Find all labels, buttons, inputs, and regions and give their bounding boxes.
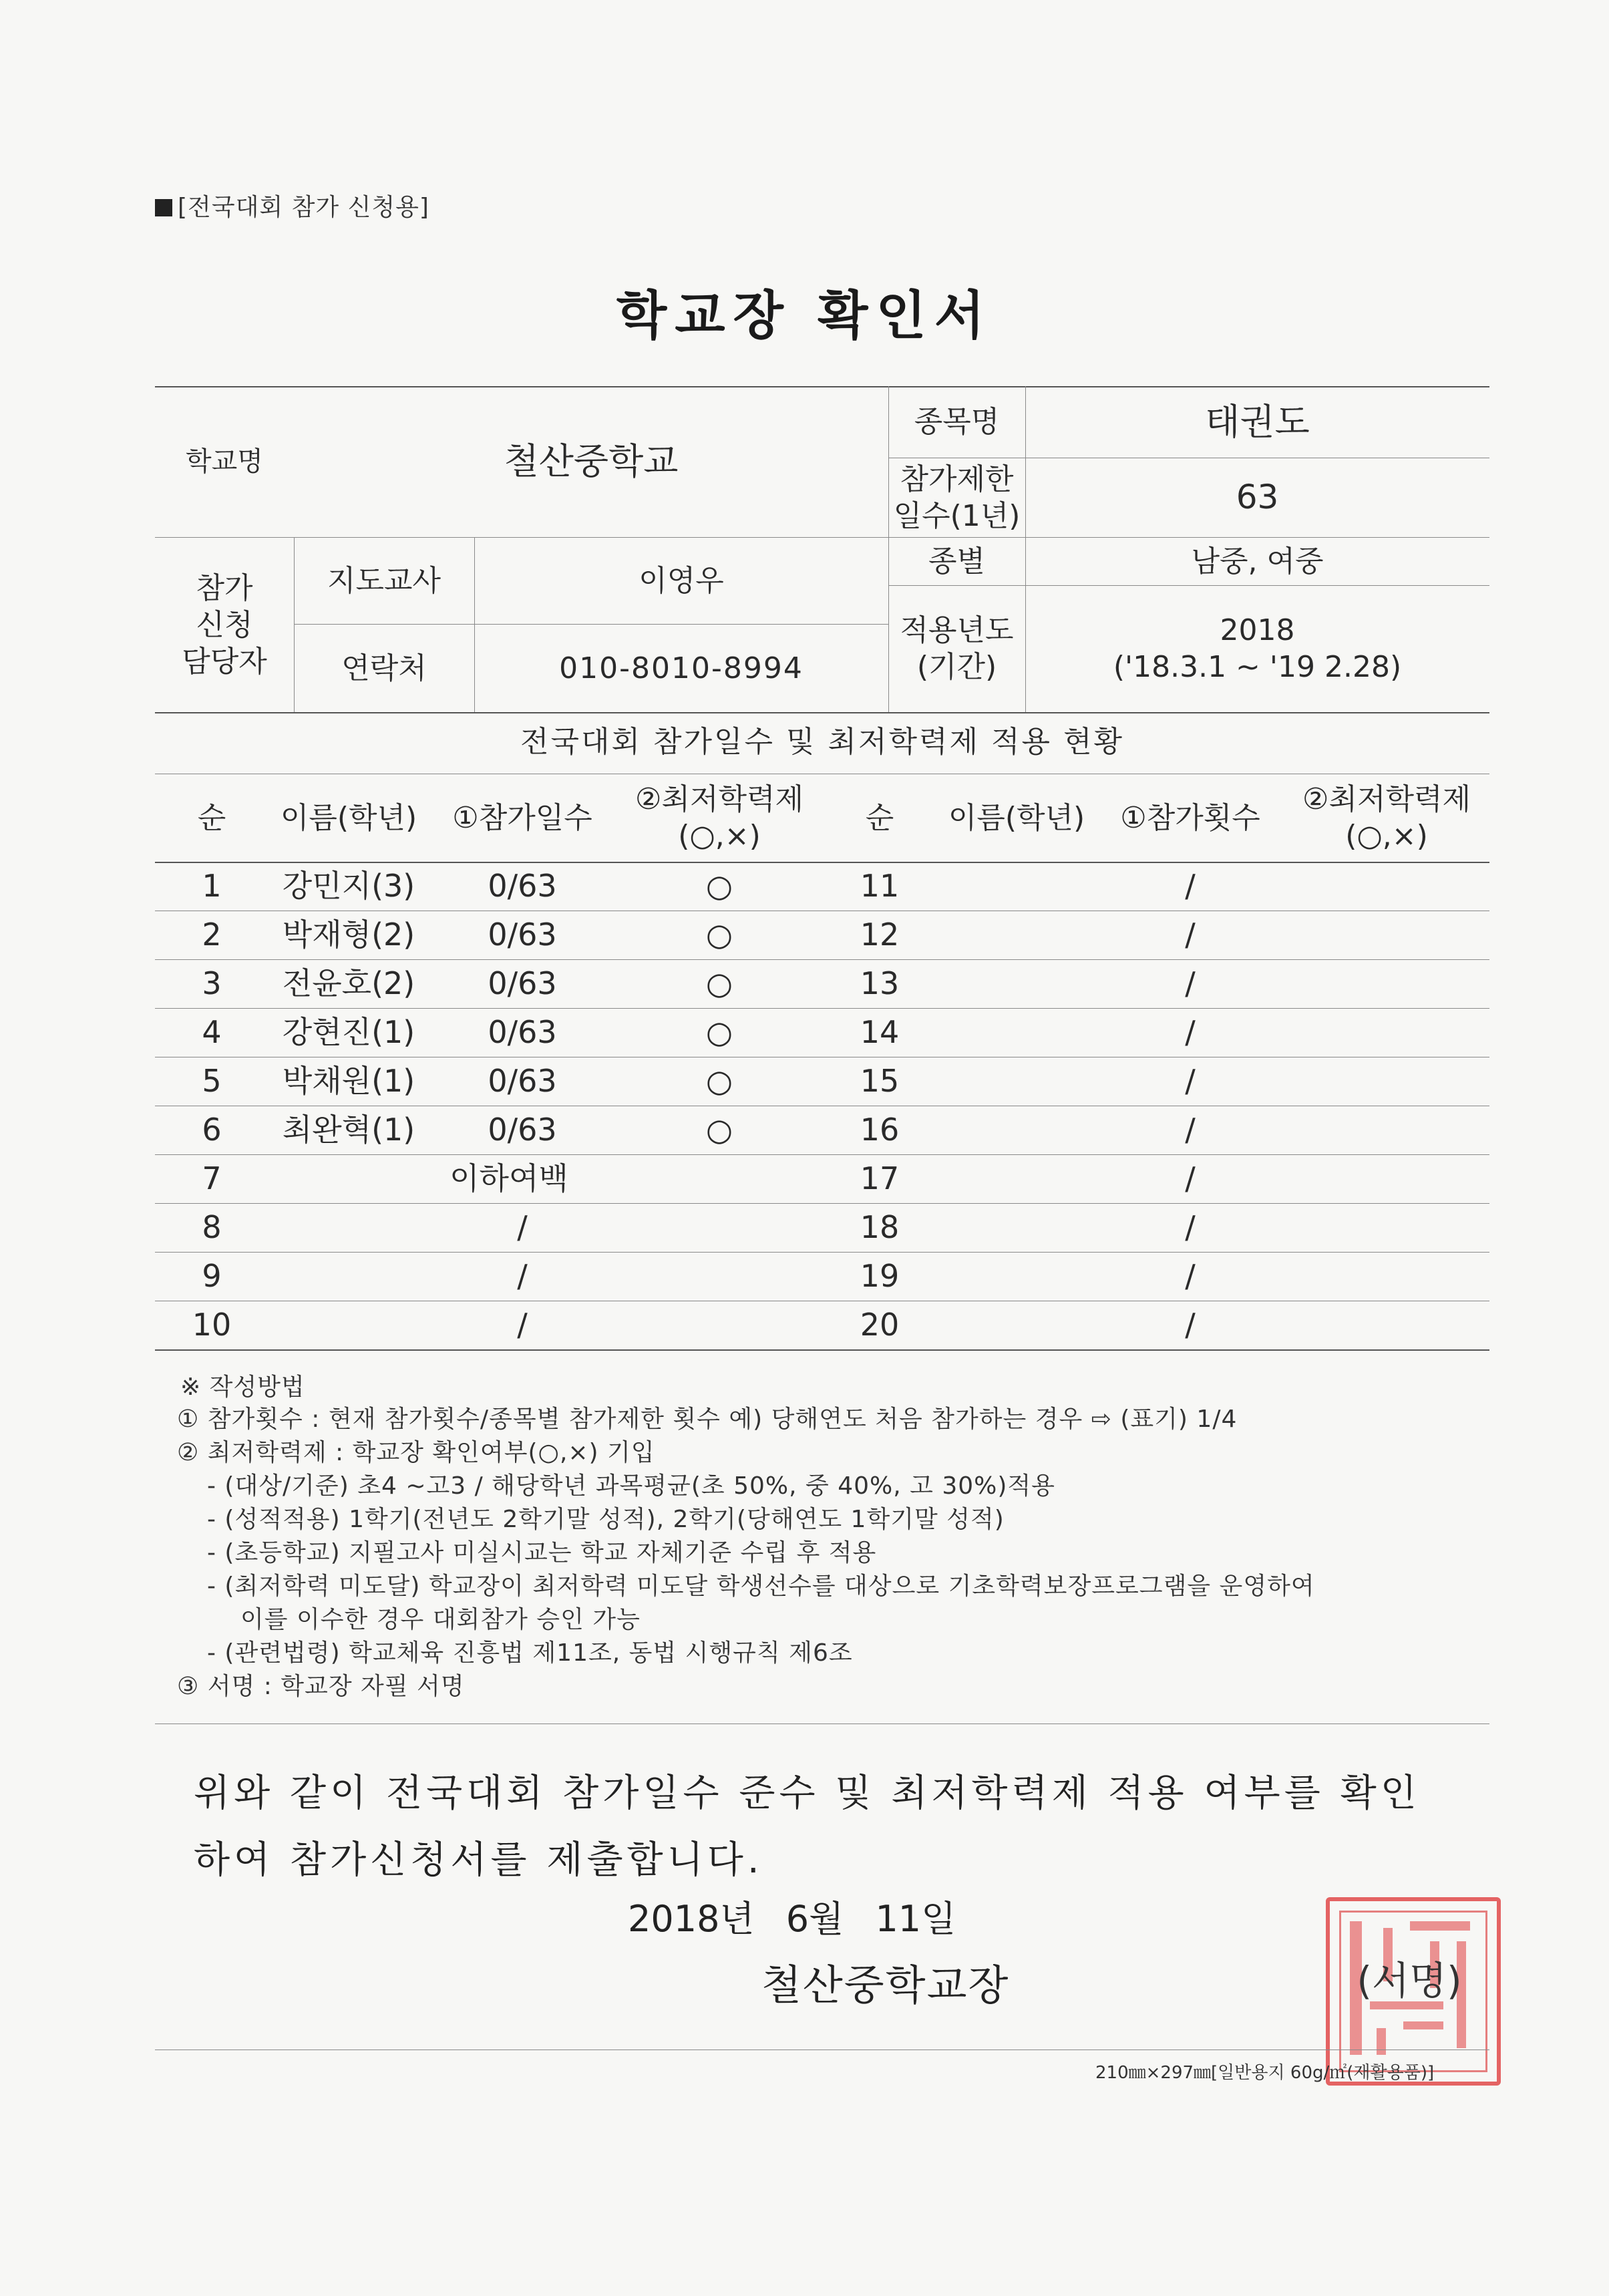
event-value: 태권도 xyxy=(1205,400,1310,443)
cell-no: 6 xyxy=(202,1111,222,1148)
cell-days: 0/63 xyxy=(488,965,557,1001)
cell-name: 강민지(3) xyxy=(282,867,415,904)
cell-days2: / xyxy=(1185,1257,1196,1294)
category-value: 남중, 여중 xyxy=(1191,544,1324,579)
cell-no: 10 xyxy=(192,1306,232,1343)
cell-days2: / xyxy=(1185,1160,1196,1196)
col-header-name-2: 이름(학년) xyxy=(948,800,1085,835)
cell-name xyxy=(269,1252,429,1301)
note-2d-cont: 이를 이수한 경우 대회참가 승인 가능 xyxy=(240,1606,641,1633)
cell-no2: 11 xyxy=(860,867,900,904)
cell-no: 8 xyxy=(202,1208,222,1245)
cell-min2 xyxy=(1284,959,1489,1008)
cell-days2: / xyxy=(1185,1013,1196,1050)
cell-name2 xyxy=(936,1154,1097,1203)
cell-days: / xyxy=(517,1257,528,1294)
signature-label: (서명) xyxy=(1357,1958,1462,2003)
cell-days: 0/63 xyxy=(488,1013,557,1050)
form-tag-text: [전국대회 참가 신청용] xyxy=(178,194,429,221)
contact-value: 010-8010-8994 xyxy=(559,651,803,685)
school-label: 학교명 xyxy=(186,446,263,477)
cell-no: 5 xyxy=(202,1062,222,1099)
cell-min: ○ xyxy=(705,916,733,953)
cell-min2 xyxy=(1284,1203,1489,1252)
applicant-label-line3: 담당자 xyxy=(182,644,267,679)
cell-days2: / xyxy=(1185,1062,1196,1099)
period-value-line: ('18.3.1 ~ '19 2.28) xyxy=(1113,650,1402,684)
event-label: 종목명 xyxy=(914,405,1000,439)
cell-min: ○ xyxy=(705,1062,733,1099)
school-value: 철산중학교 xyxy=(504,440,679,483)
contact-label: 연락처 xyxy=(341,651,427,685)
note-2b: - (성적적용) 1학기(전년도 2학기말 성적), 2학기(당해연도 1학기말 성적) xyxy=(207,1506,1005,1533)
col-header-min-line1: ②최저학력제 xyxy=(635,782,803,816)
note-2c: - (초등학교) 지필고사 미실시교는 학교 자체기준 수립 후 적용 xyxy=(207,1539,877,1567)
cell-no: 1 xyxy=(202,867,222,904)
col-header-name: 이름(학년) xyxy=(280,800,417,835)
cell-days: 이하여백 xyxy=(450,1160,568,1196)
cell-name2 xyxy=(936,1057,1097,1106)
cell-days2: / xyxy=(1185,1306,1196,1343)
limit-value: 63 xyxy=(1236,478,1279,517)
col-header-min-line2: (○,×) xyxy=(678,819,761,853)
cell-min2 xyxy=(1284,1154,1489,1203)
cell-no2: 17 xyxy=(860,1160,900,1196)
principal-name: 철산중학교장 xyxy=(761,1961,1010,2009)
cell-no2: 18 xyxy=(860,1208,900,1245)
square-bullet-icon xyxy=(155,199,172,216)
col-header-no: 순 xyxy=(197,800,226,835)
note-2a: - (대상/기준) 초4 ~고3 / 해당학년 과목평균(초 50%, 중 40%, 고 30%)적용 xyxy=(207,1472,1055,1500)
cell-days2: / xyxy=(1185,1111,1196,1148)
year-value-line: 2018 xyxy=(1220,613,1295,647)
cell-name: 최완혁(1) xyxy=(282,1111,415,1148)
cell-days2: / xyxy=(1185,965,1196,1001)
teacher-value: 이영우 xyxy=(639,563,724,598)
cell-days: 0/63 xyxy=(488,867,557,904)
year-label-line2: (기간) xyxy=(916,650,997,684)
cell-no2: 16 xyxy=(860,1111,900,1148)
paper-spec-footer: 210㎜×297㎜[일반용지 60g/㎡(재활용품)] xyxy=(1095,2063,1435,2083)
applicant-label-line1: 참가 xyxy=(196,570,253,605)
issue-date: 2018년 6월 11일 xyxy=(628,1898,956,1940)
table-bottom-border xyxy=(155,1349,1489,1351)
limit-label xyxy=(888,458,1025,537)
notes-heading: ※ 작성방법 xyxy=(180,1373,305,1401)
divider xyxy=(155,712,1489,713)
cell-name2 xyxy=(936,1203,1097,1252)
col-header-min-2 xyxy=(1284,774,1489,862)
col-header-min2-line1: ②최저학력제 xyxy=(1302,782,1471,816)
note-1: ① 참가횟수 : 현재 참가횟수/종목별 참가제한 횟수 예) 당해연도 처음 참가하는 경우 ⇨ (표기) 1/4 xyxy=(177,1406,1238,1433)
page-title: 학교장 확인서 xyxy=(616,286,993,346)
applicant-label xyxy=(155,537,294,712)
cell-name2 xyxy=(936,1252,1097,1301)
cell-name2 xyxy=(936,1301,1097,1349)
cell-name2 xyxy=(936,959,1097,1008)
note-2d: - (최저학력 미도달) 학교장이 최저학력 미도달 학생선수를 대상으로 기초학력보장프로그램을 운영하여 xyxy=(207,1573,1315,1600)
cell-no: 2 xyxy=(202,916,222,953)
col-header-no-2: 순 xyxy=(865,800,894,835)
cell-min2 xyxy=(1284,911,1489,959)
cell-days2: / xyxy=(1185,916,1196,953)
col-header-min xyxy=(616,774,823,862)
cell-no: 9 xyxy=(202,1257,222,1294)
cell-min2 xyxy=(1284,1301,1489,1349)
cell-no: 7 xyxy=(202,1160,222,1196)
cell-min2 xyxy=(1284,1252,1489,1301)
year-value xyxy=(1025,585,1489,712)
limit-label-line1: 참가제한 xyxy=(900,462,1014,496)
closing-line-2: 하여 참가신청서를 제출합니다. xyxy=(194,1838,763,1882)
year-label xyxy=(888,585,1025,712)
col-header-days: ①참가일수 xyxy=(452,800,592,835)
col-header-count-2: ①참가횟수 xyxy=(1120,800,1260,835)
cell-no: 3 xyxy=(202,965,222,1001)
cell-no2: 15 xyxy=(860,1062,900,1099)
cell-name: 박재형(2) xyxy=(282,916,415,953)
cell-name: 박채원(1) xyxy=(282,1062,415,1099)
cell-name2 xyxy=(936,1008,1097,1057)
cell-min2 xyxy=(1284,1057,1489,1106)
cell-no2: 13 xyxy=(860,965,900,1001)
cell-no2: 12 xyxy=(860,916,900,953)
note-3: ③ 서명 : 학교장 자필 서명 xyxy=(177,1673,465,1700)
cell-days: 0/63 xyxy=(488,1111,557,1148)
note-2: ② 최저학력제 : 학교장 확인여부(○,×) 기입 xyxy=(177,1439,655,1466)
note-2e: - (관련법령) 학교체육 진흥법 제11조, 동법 시행규칙 제6조 xyxy=(207,1639,853,1667)
cell-name xyxy=(269,1203,429,1252)
cell-days: / xyxy=(517,1306,528,1343)
cell-name xyxy=(269,1301,429,1349)
teacher-label: 지도교사 xyxy=(327,563,441,598)
closing-line-1: 위와 같이 전국대회 참가일수 준수 및 최저학력제 적용 여부를 확인 xyxy=(194,1772,1421,1815)
cell-min2 xyxy=(1284,1008,1489,1057)
cell-name2 xyxy=(936,911,1097,959)
cell-days2: / xyxy=(1185,867,1196,904)
cell-days: 0/63 xyxy=(488,916,557,953)
cell-no: 4 xyxy=(202,1013,222,1050)
cell-min xyxy=(616,1252,823,1301)
cell-min xyxy=(616,1203,823,1252)
cell-days2: / xyxy=(1185,1208,1196,1245)
cell-min2 xyxy=(1284,1106,1489,1154)
cell-min: ○ xyxy=(705,1111,733,1148)
section-title: 전국대회 참가일수 및 최저학력제 적용 현황 xyxy=(520,724,1124,759)
category-label: 종별 xyxy=(928,544,985,579)
limit-label-line2: 일수(1년) xyxy=(893,498,1021,533)
cell-days: / xyxy=(517,1208,528,1245)
form-tag xyxy=(155,188,429,222)
cell-min: ○ xyxy=(705,965,733,1001)
divider xyxy=(155,2049,1489,2050)
col-header-min2-line2: (○,×) xyxy=(1345,819,1428,853)
cell-name2 xyxy=(936,1106,1097,1154)
cell-name2 xyxy=(936,862,1097,911)
cell-min2 xyxy=(1284,862,1489,911)
cell-no2: 20 xyxy=(860,1306,900,1343)
cell-name: 전윤호(2) xyxy=(282,965,415,1001)
cell-min: ○ xyxy=(705,867,733,904)
cell-days: 0/63 xyxy=(488,1062,557,1099)
cell-min xyxy=(616,1154,823,1203)
cell-min xyxy=(616,1301,823,1349)
cell-name: 강현진(1) xyxy=(282,1013,415,1050)
applicant-label-line2: 신청 xyxy=(196,607,253,642)
cell-min: ○ xyxy=(705,1013,733,1050)
cell-no2: 14 xyxy=(860,1013,900,1050)
year-label-line1: 적용년도 xyxy=(900,613,1014,647)
cell-no2: 19 xyxy=(860,1257,900,1294)
